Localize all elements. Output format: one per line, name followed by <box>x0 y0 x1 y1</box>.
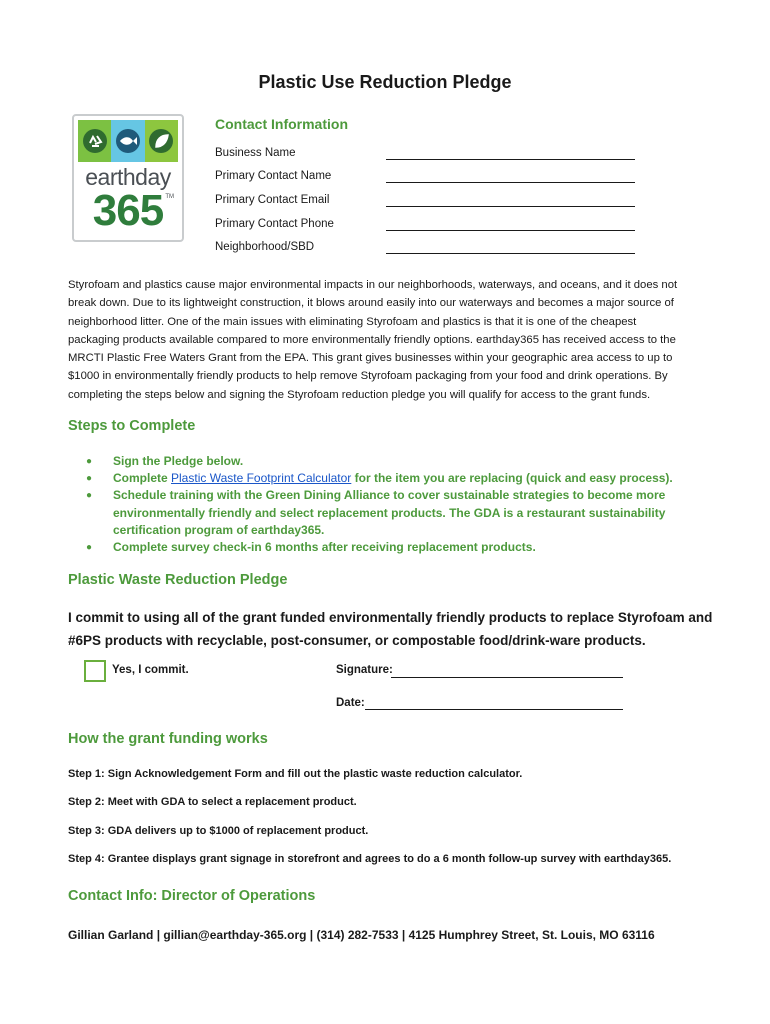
grant-step: Step 2: Meet with GDA to select a replacement product. <box>68 796 357 808</box>
pledge-statement <box>68 607 718 652</box>
leaf-icon <box>145 120 178 162</box>
step-text: ● Schedule training with the Green Dining Alliance to cover sustainable strategies to become more <box>113 488 666 503</box>
intro-line: break down. Due to its lightweight construction, it blows around easily into our waterways and becomes a major source of <box>68 297 674 310</box>
pledge-heading: Plastic Waste Reduction Pledge <box>68 572 288 588</box>
list-item <box>86 487 706 539</box>
primary-contact-phone-label: Primary Contact Phone <box>215 218 334 230</box>
intro-line: neighborhood litter. One of the main issues with eliminating Styrofoam and plastics is that it is one of the cheapest <box>68 315 637 328</box>
page-title: Plastic Use Reduction Pledge <box>258 72 512 92</box>
logo-wordmark: earthday <box>85 164 171 190</box>
commit-checkbox-label: Yes, I commit. <box>112 664 189 676</box>
neighborhood-sbd-label: Neighborhood/SBD <box>215 241 315 253</box>
pledge-line: #6PS products with recyclable, post-consumer, or compostable food/drink-ware products. <box>68 632 646 648</box>
step-text: Sign the Pledge below. <box>113 454 244 468</box>
business-name-field[interactable] <box>386 159 635 160</box>
step-text: for the item you are replacing (quick and easy process). <box>351 471 673 486</box>
primary-contact-name-label: Primary Contact Name <box>215 170 332 182</box>
step-text: certification program of earthday365. <box>113 522 325 537</box>
step-text: Complete <box>113 471 172 486</box>
list-item <box>86 453 706 470</box>
commit-checkbox[interactable] <box>84 660 106 682</box>
intro-line: completing the steps below and signing the Styrofoam reduction pledge you will qualify for access to the grant funds. <box>68 388 651 401</box>
logo-trademark: TM <box>165 194 174 200</box>
list-item <box>86 539 706 556</box>
earthday365-logo <box>72 114 184 242</box>
contact-information-heading: Contact Information <box>215 116 348 132</box>
date-label: Date: <box>336 697 365 709</box>
grant-step: Step 4: Grantee displays grant signage in storefront and agrees to do a 6 month follow-up survey with earthday365. <box>68 853 672 865</box>
intro-paragraph <box>68 276 700 404</box>
primary-contact-email-field[interactable] <box>386 206 635 207</box>
step-text: Complete survey check-in 6 months after receiving replacement products. <box>113 540 536 555</box>
pledge-line: I commit to using all of the grant funded environmentally friendly products to replace Styrofoam and <box>68 610 713 625</box>
logo-icon-strip <box>78 120 178 162</box>
intro-line: Styrofoam and plastics cause major environmental impacts in our neighborhoods, waterways, and oceans, and it does not <box>68 279 678 291</box>
intro-line: MRCTI Plastic Free Waters Grant from the EPA. This grant gives businesses within your geographic area access to up to <box>68 352 673 365</box>
grant-heading: How the grant funding works <box>68 731 268 747</box>
contact-details: Gillian Garland | gillian@earthday-365.org | (314) 282-7533 | 4125 Humphrey Street, St. Louis, MO 63116 <box>68 928 655 942</box>
intro-line: packaging products available compared to more environmentally friendly options. earthday365 has received access to the <box>68 333 676 346</box>
logo-number: 365 <box>92 186 164 235</box>
neighborhood-sbd-field[interactable] <box>386 253 635 254</box>
steps-heading: Steps to Complete <box>68 418 196 434</box>
grant-step: Step 3: GDA delivers up to $1000 of replacement product. <box>68 825 369 837</box>
date-field[interactable] <box>365 709 623 710</box>
primary-contact-phone-field[interactable] <box>386 230 635 231</box>
business-name-label: Business Name <box>215 147 296 159</box>
primary-contact-email-label: Primary Contact Email <box>215 194 330 206</box>
recycle-icon <box>78 120 111 162</box>
steps-list <box>86 453 706 556</box>
fish-icon <box>111 120 144 162</box>
contact-heading: Contact Info: Director of Operations <box>68 888 316 904</box>
grant-step: Step 1: Sign Acknowledgement Form and fill out the plastic waste reduction calculator. <box>68 768 523 780</box>
primary-contact-name-field[interactable] <box>386 182 635 183</box>
calculator-link[interactable]: Plastic Waste Footprint Calculator <box>171 471 352 486</box>
list-item <box>86 470 706 487</box>
signature-field[interactable] <box>391 677 623 678</box>
signature-label: Signature: <box>336 664 393 676</box>
step-text: environmentally friendly and select replacement products. The GDA is a restaurant sustainability <box>113 505 666 520</box>
intro-line: $1000 in environmentally friendly products to help remove Styrofoam packaging from your food and drink operations. By <box>68 370 668 383</box>
